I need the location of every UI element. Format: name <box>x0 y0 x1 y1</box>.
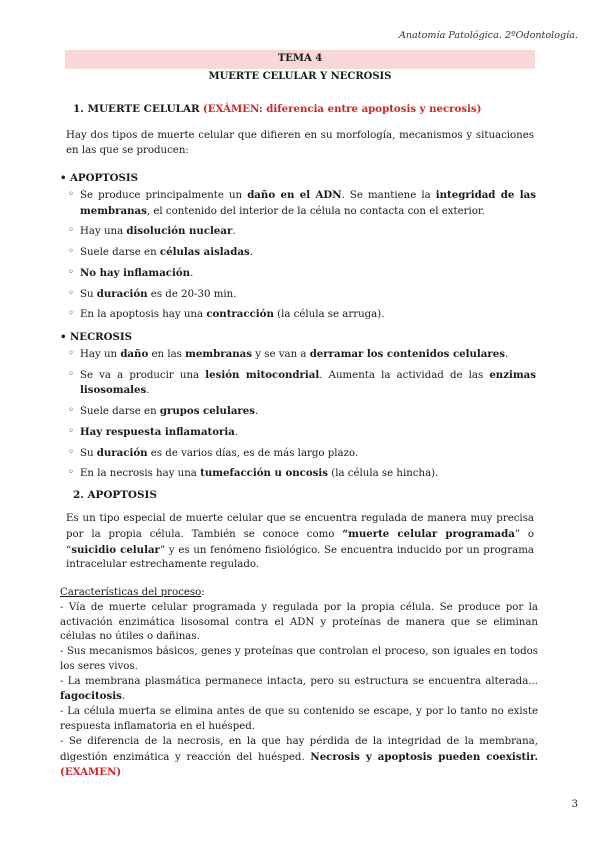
apoptosis-list <box>60 171 536 328</box>
circle-bullet-icon: ◦ <box>68 188 75 200</box>
text-bold: grupos celulares <box>159 405 256 418</box>
text: . <box>190 267 194 279</box>
text: . Aumenta la actividad de las <box>319 369 490 381</box>
text-bold: enzimas lisosomales <box>80 368 536 397</box>
text-bold: No hay inflamación <box>80 266 191 279</box>
text: Se produce principalmente un <box>80 189 248 201</box>
characteristic-3 <box>60 675 538 706</box>
text: es de 20-30 min. <box>147 288 237 300</box>
exam-note: (EXAMEN) <box>60 766 122 779</box>
apoptosis-item-5 <box>60 287 536 303</box>
necrosis-label: • NECROSIS <box>60 330 536 345</box>
text-bold: duración <box>96 446 148 459</box>
text-bold: contracción <box>206 308 274 321</box>
text-underline: Características del proceso <box>60 587 202 598</box>
tema-title: TEMA 4 <box>65 50 535 69</box>
text-bold: células aisladas <box>159 246 250 259</box>
text: Hay una <box>80 226 127 238</box>
text-bold: Hay respuesta inflamatoria <box>80 425 235 438</box>
text: Suele darse en <box>80 406 160 418</box>
text: . Se mantiene la <box>341 189 436 201</box>
circle-bullet-icon: ◦ <box>68 246 75 258</box>
text: y se van a <box>252 348 310 360</box>
text: Suele darse en <box>80 247 160 259</box>
page-number: 3 <box>571 799 578 810</box>
characteristic-4: - La célula muerta se elimina antes de que su contenido se escape, y por lo tanto no existe respuesta inflamatoria en el huésped. <box>60 706 538 733</box>
text: Hay un <box>80 348 121 360</box>
text: ” o “ <box>66 528 534 556</box>
circle-bullet-icon: ◦ <box>68 467 75 479</box>
text: . <box>504 348 509 360</box>
characteristics-title <box>60 586 538 601</box>
text: En la necrosis hay una <box>80 468 201 480</box>
section1-exam-note: (EXÁMEN: diferencia entre apoptosis y necrosis) <box>202 103 482 115</box>
circle-bullet-icon: ◦ <box>68 368 75 380</box>
text-bold: Necrosis y apoptosis pueden coexistir. <box>310 750 538 763</box>
necrosis-item-4 <box>60 425 536 441</box>
apoptosis-item-6 <box>60 307 536 323</box>
text-bold: duración <box>96 287 148 300</box>
text: . <box>234 426 239 438</box>
text: . <box>249 247 253 259</box>
characteristic-2: - Sus mecanismos básicos, genes y proteínas que controlan el proceso, son iguales en todos los seres vivos. <box>60 646 538 672</box>
circle-bullet-icon: ◦ <box>68 287 75 299</box>
text: . <box>146 385 150 397</box>
circle-bullet-icon: ◦ <box>68 425 75 437</box>
text-bold: daño <box>120 347 149 360</box>
circle-bullet-icon: ◦ <box>68 266 75 278</box>
necrosis-item-2 <box>60 368 536 400</box>
text: (la célula se hincha). <box>328 468 439 480</box>
necrosis-item-1 <box>60 347 536 363</box>
text: - Se diferencia de la necrosis, en la que hay pérdida de la integridad de la membrana, digestión enzimática y reacción del huésped. <box>60 735 538 763</box>
text: Su <box>80 447 97 459</box>
text-bold: membranas <box>185 347 253 360</box>
text: Se va a producir una <box>80 369 206 381</box>
text: . <box>255 406 259 418</box>
text-bold: suicidio celular <box>71 543 160 556</box>
header-course: Anatomía Patológica. 2ºOdontología. <box>398 30 578 41</box>
necrosis-item-3 <box>60 404 536 420</box>
apoptosis-item-2 <box>60 224 536 240</box>
circle-bullet-icon: ◦ <box>68 446 75 458</box>
text: En la apoptosis hay una <box>80 309 207 321</box>
text-bold: disolución nuclear <box>126 225 233 238</box>
text: . <box>232 226 236 238</box>
text: es de varios días, es de más largo plazo. <box>147 447 359 459</box>
section2-paragraph <box>66 512 534 573</box>
text-bold: derramar los contenidos celulares <box>309 347 505 360</box>
characteristic-5 <box>60 735 538 781</box>
text-bold: “muerte celular programada <box>342 527 515 540</box>
text: ” y es un fenómeno fisiológico. Se encuentra inducido por un programa intracelular estrechamente regulado. <box>66 544 534 571</box>
text: . <box>121 691 126 703</box>
text: en las <box>148 348 186 360</box>
text: , el contenido del interior de la célula no contacta con el exterior. <box>146 205 485 217</box>
tema-subtitle: MUERTE CELULAR Y NECROSIS <box>208 71 392 82</box>
characteristic-1: - Vía de muerte celular programada y regulada por la propia célula. Se produce por la activación enzimática lisosomal contra el ADN y proteínas de manera que se eliminan células no útiles o dañinas. <box>60 601 538 643</box>
characteristics-block <box>60 586 538 781</box>
necrosis-item-6 <box>60 466 536 482</box>
section1-heading-line <box>66 102 534 118</box>
section2-heading: 2. APOPTOSIS <box>73 489 157 501</box>
text: : <box>201 587 205 598</box>
section1-heading: 1. MUERTE CELULAR <box>73 103 200 115</box>
text: (la célula se arruga). <box>273 309 385 321</box>
text-bold: tumefacción u oncosis <box>200 467 329 480</box>
text-bold: integridad de las membranas <box>80 188 537 217</box>
text: - La membrana plasmática permanece intacta, pero su estructura se encuentra alterada... <box>60 675 538 687</box>
text-bold: lesión mitocondrial <box>205 368 320 381</box>
apoptosis-label: • APOPTOSIS <box>60 171 536 186</box>
circle-bullet-icon: ◦ <box>68 405 75 417</box>
text: Es un tipo especial de muerte celular que se encuentra regulada de manera muy precisa por la propia célula. También se conoce como <box>66 513 534 540</box>
text: Su <box>80 288 97 300</box>
necrosis-list <box>60 330 536 487</box>
text-bold: fagocitosis <box>60 690 122 703</box>
circle-bullet-icon: ◦ <box>68 347 75 359</box>
apoptosis-item-3 <box>60 245 536 261</box>
necrosis-item-5 <box>60 446 536 462</box>
circle-bullet-icon: ◦ <box>68 308 75 320</box>
section1-intro: Hay dos tipos de muerte celular que difieren en su morfología, mecanismos y situaciones en las que se producen: <box>66 130 534 156</box>
section2-heading-line <box>66 488 534 504</box>
circle-bullet-icon: ◦ <box>68 225 75 237</box>
apoptosis-item-1 <box>60 188 536 220</box>
text-bold: daño en el ADN <box>247 188 342 201</box>
apoptosis-item-4 <box>60 266 536 282</box>
